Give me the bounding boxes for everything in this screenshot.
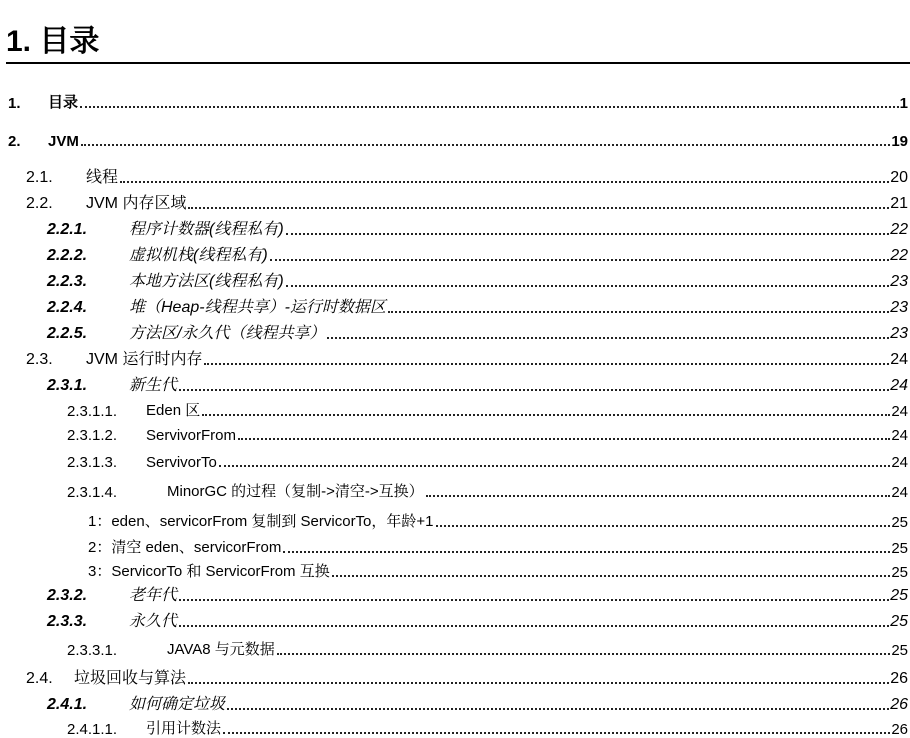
toc-entry-number: 2.2.1.: [47, 221, 88, 238]
toc-leader: [388, 311, 889, 313]
toc-entry-label: 虚拟机栈(线程私有): [129, 247, 268, 264]
toc-entry-number: 2.2.: [26, 195, 53, 212]
toc-leader: [179, 389, 889, 391]
toc-entry-label: 2：清空 eden、servicorFrom: [88, 539, 282, 556]
toc-entry-page: 23: [890, 299, 908, 316]
toc-entry-label: 1：eden、servicorFrom 复制到 ServicorTo，年龄+1: [88, 513, 434, 530]
toc-leader: [188, 682, 889, 684]
toc-entry-page: 24: [891, 454, 908, 471]
toc-entry-number: 2.2.2.: [47, 247, 88, 264]
toc-leader: [283, 551, 890, 553]
toc-leader: [188, 207, 889, 209]
toc-entry-number: 2.3.1.: [47, 377, 88, 394]
toc-entry-number: 2.3.: [26, 351, 53, 368]
toc-leader: [270, 259, 890, 261]
toc-entry-page: 22: [890, 247, 908, 264]
toc-entry[interactable]: [47, 243, 908, 265]
toc-entry-page: 25: [891, 564, 908, 581]
toc-entry-page: 25: [890, 613, 908, 630]
toc-entry-page: 25: [890, 587, 908, 604]
page-title: 1. 目录: [6, 25, 100, 58]
toc-entry[interactable]: [67, 637, 908, 659]
toc-entry[interactable]: [47, 609, 908, 631]
toc-entry-label: 目录: [48, 94, 79, 111]
toc-entry-page: 25: [891, 540, 908, 557]
toc-leader: [120, 181, 889, 183]
toc-entry[interactable]: [47, 692, 908, 714]
toc-entry-label: Eden 区: [146, 402, 201, 419]
toc-leader: [204, 363, 889, 365]
toc-entry[interactable]: [26, 347, 908, 369]
toc-entry-number: 2.2.5.: [47, 325, 88, 342]
toc-leader: [81, 144, 890, 146]
toc-entry[interactable]: [26, 191, 908, 213]
toc-entry-label: 方法区/永久代（线程共享）: [129, 325, 326, 342]
toc-entry[interactable]: [67, 398, 908, 420]
toc-leader: [286, 285, 890, 287]
toc-leader: [227, 708, 889, 710]
toc-entry-number: 2.4.1.1.: [67, 721, 118, 738]
toc-entry-page: 24: [890, 377, 908, 394]
toc-entry[interactable]: [67, 716, 908, 738]
toc-leader: [332, 575, 891, 577]
toc-leader: [179, 599, 889, 601]
toc-entry-label: 本地方法区(线程私有): [129, 273, 284, 290]
toc-entry-page: 23: [890, 273, 908, 290]
toc-entry-label: JVM: [48, 133, 79, 150]
toc-entry[interactable]: [67, 479, 908, 501]
toc-entry-label: MinorGC 的过程（复制->清空->互换）: [167, 483, 424, 500]
toc-leader: [219, 465, 890, 467]
toc-entry-page: 24: [891, 427, 908, 444]
toc-entry-label: 堆（Heap-线程共享）-运行时数据区: [129, 299, 386, 316]
toc-leader: [436, 525, 891, 527]
toc-entry-label: 引用计数法: [146, 720, 222, 737]
toc-entry[interactable]: [88, 509, 908, 531]
toc-entry-number: 2.3.3.: [47, 613, 88, 630]
toc-entry-label: ServivorFrom: [146, 427, 237, 444]
toc-entry[interactable]: [88, 559, 908, 581]
toc-entry-number: 2.3.1.3.: [67, 454, 118, 471]
toc-entry-page: 24: [890, 351, 908, 368]
toc-entry[interactable]: [47, 217, 908, 239]
toc-entry-page: 21: [890, 195, 908, 212]
toc-entry-label: ServivorTo: [146, 454, 217, 471]
toc-leader: [426, 495, 891, 497]
toc-leader: [80, 106, 899, 108]
toc-leader: [327, 337, 889, 339]
toc-entry[interactable]: [47, 583, 908, 605]
toc-entry-page: 26: [890, 696, 908, 713]
toc-entry-page: 23: [890, 325, 908, 342]
toc-entry[interactable]: [47, 269, 908, 291]
toc-leader: [277, 653, 891, 655]
toc-leader: [238, 438, 890, 440]
toc-entry-label: 新生代: [129, 377, 178, 394]
toc-entry-page: 19: [891, 133, 908, 150]
toc-entry-number: 2.3.1.4.: [67, 484, 118, 501]
toc-entry-number: 2.4.: [26, 670, 53, 687]
title-divider: [6, 62, 910, 64]
toc-entry-page: 26: [891, 721, 908, 738]
toc-entry-label: 程序计数器(线程私有): [129, 221, 284, 238]
toc-entry-number: 2.2.3.: [47, 273, 88, 290]
toc-entry[interactable]: [47, 373, 908, 395]
toc-entry-label: 线程: [86, 169, 119, 186]
toc-entry-label: JVM 运行时内存: [86, 351, 203, 368]
toc-entry-number: 2.2.4.: [47, 299, 88, 316]
toc-entry-page: 24: [891, 403, 908, 420]
toc-entry-page: 25: [891, 514, 908, 531]
toc-entry-number: 2.3.3.1.: [67, 642, 118, 659]
toc-entry-label: JVM 内存区域: [86, 195, 187, 212]
toc-entry-page: 1: [899, 95, 908, 112]
toc-entry-number: 2.3.1.2.: [67, 427, 118, 444]
toc-entry-page: 22: [890, 221, 908, 238]
toc-entry-label: 3：ServicorTo 和 ServicorFrom 互换: [88, 563, 330, 580]
toc-entry-page: 25: [891, 642, 908, 659]
toc-entry-label: JAVA8 与元数据: [167, 641, 275, 658]
toc-entry-number: 2.3.1.1.: [67, 403, 118, 420]
toc-entry-number: 2.3.2.: [47, 587, 88, 604]
toc-entry-page: 26: [890, 670, 908, 687]
toc-entry-number: 2.4.1.: [47, 696, 88, 713]
toc-leader: [202, 414, 890, 416]
toc-entry-label: 老年代: [129, 587, 178, 604]
toc-entry-number: 1.: [8, 95, 21, 112]
toc-entry-label: 如何确定垃圾: [129, 696, 226, 713]
toc-leader: [286, 233, 890, 235]
toc-entry-page: 20: [890, 169, 908, 186]
toc-entry[interactable]: [8, 90, 908, 112]
toc-entry[interactable]: [26, 666, 908, 688]
toc-entry[interactable]: [67, 449, 908, 471]
toc-entry-number: 2.: [8, 133, 21, 150]
toc-entry[interactable]: [67, 422, 908, 444]
toc-entry-label: 永久代: [129, 613, 178, 630]
toc-entry-label: 垃圾回收与算法: [74, 670, 187, 687]
toc-entry[interactable]: [26, 165, 908, 187]
toc-entry[interactable]: [88, 535, 908, 557]
toc-entry[interactable]: [47, 295, 908, 317]
toc-entry-page: 24: [891, 484, 908, 501]
toc-entry[interactable]: [8, 128, 908, 150]
toc-entry[interactable]: [47, 321, 908, 343]
toc-entry-number: 2.1.: [26, 169, 53, 186]
toc-leader: [179, 625, 889, 627]
